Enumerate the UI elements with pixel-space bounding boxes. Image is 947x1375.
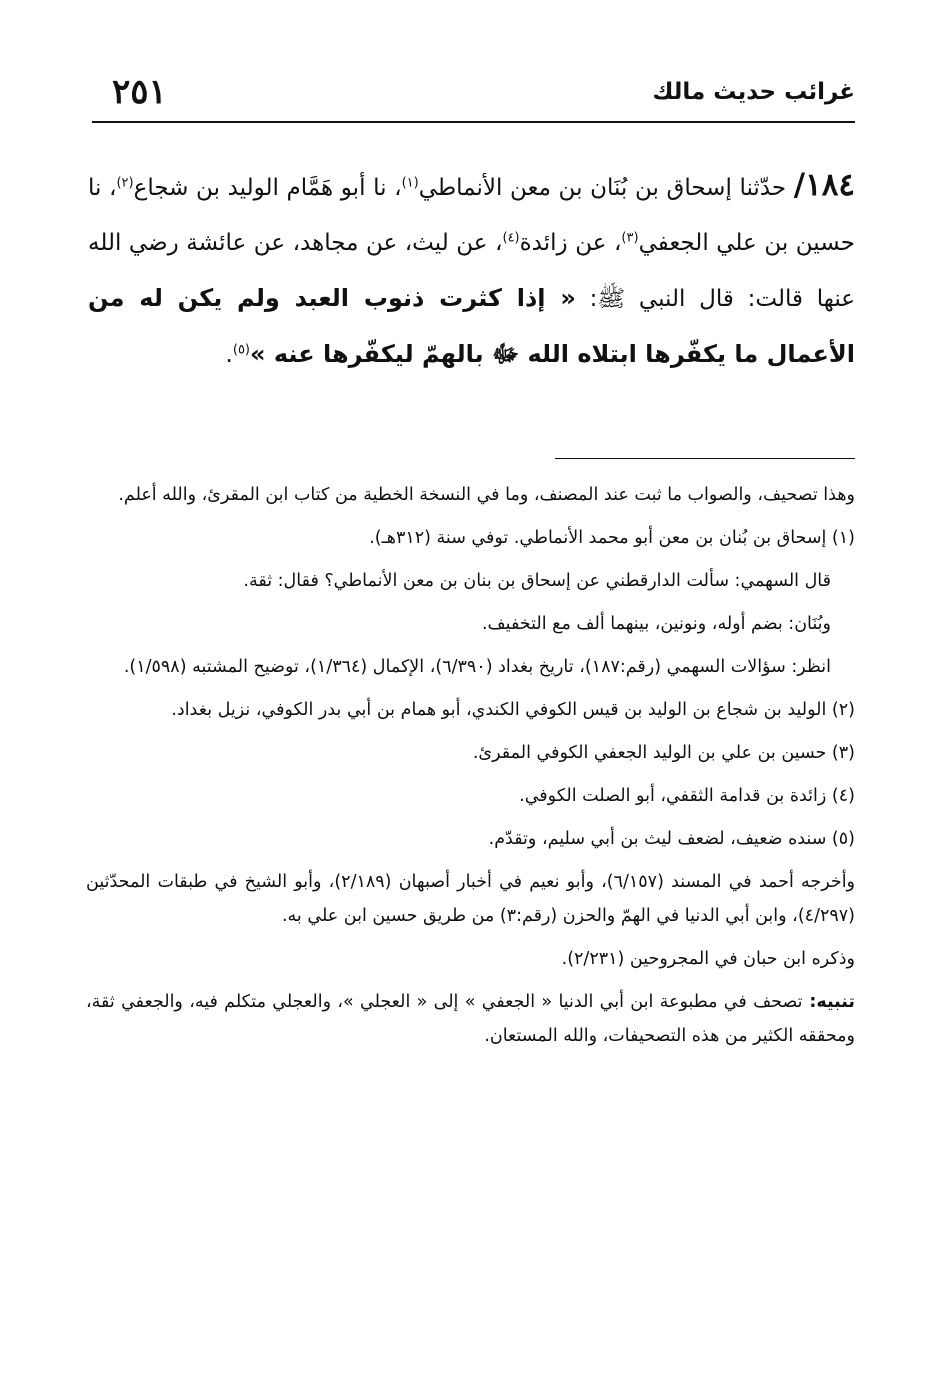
isnad-part-2: ، نا أبو هَمَّام الوليد بن شجاع [133,175,402,201]
page-header [92,70,855,122]
page-number: ٢٥١ [112,72,167,112]
footnote-ref-1: (١) [401,175,419,191]
footnote-continuation: وهذا تصحيف، والصواب ما ثبت عند المصنف، وما في النسخة الخطية من كتاب ابن المقرئ، والله أعلم. [118,485,855,505]
isnad-part-3: ، نا حسين بن علي الجعفي [88,175,855,256]
isnad-part-1: حدّثنا إسحاق بن بُنَان بن معن الأنماطي [418,175,794,201]
footnote-1-intro: (١) إسحاق بن بُنان بن معن أبو محمد الأنماطي. توفي سنة (٣١٢هـ). [369,528,855,548]
hadith-number: ١٨٤/ [793,167,855,203]
footnote-5-ibn-hibban: وذكره ابن حبان في المجروحين (٢/٢٣١). [561,949,855,969]
footnote-ref-3: (٣) [621,230,639,246]
tanbih-label: تنبيه: [802,992,855,1012]
isnad-part-4: ، عن زائدة [519,230,622,256]
footnote-1-sources: انظر: سؤالات السهمي (رقم:١٨٧)، تاريخ بغداد (٦/٣٩٠)، الإكمال (١/٣٦٤)، توضيح المشتبه (١/٥٩٨). [123,657,831,677]
footnote-5-grading: (٥) سنده ضعيف، لضعف ليث بن أبي سليم، وتقدّم. [488,829,855,849]
footnote-2: (٢) الوليد بن شجاع بن الوليد بن قيس الكوفي الكندي، أبو همام بن أبي بدر الكوفي، نزيل بغداد. [171,700,855,720]
footnote-ref-2: (٢) [116,175,134,191]
footnote-ref-4: (٤) [502,230,520,246]
hadith-paragraph [88,158,855,383]
footnote-4: (٤) زائدة بن قدامة الثقفي، أبو الصلت الكوفي. [519,786,855,806]
hadith-matn: « إذا كثرت ذنوب العبد ولم يكن له من الأعمال ما يكفّرها ابتلاه الله ﷻ بالهمّ ليكفّرها عنه » [88,284,855,368]
footnotes [86,478,855,1062]
footnote-1-spelling: وبُنَان: بضم أوله، ونونين، بينهما ألف مع التخفيف. [481,614,831,634]
footnotes-rule [555,458,855,459]
footnote-3: (٣) حسين بن علي بن الوليد الجعفي الكوفي المقرئ. [472,743,855,763]
hadith-text [88,158,855,383]
footnote-1-sahmi: قال السهمي: سألت الدارقطني عن إسحاق بن بنان بن معن الأنماطي؟ فقال: ثقة. [243,571,831,591]
isnad-part-5: ، عن ليث، عن مجاهد، عن عائشة رضي الله عنها قالت: قال النبي ﷺ: [88,230,855,312]
footnote-ref-5: (٥) [232,342,250,358]
running-title: غرائب حديث مالك [652,79,855,105]
footnote-5-tanbih [86,985,855,1053]
tanbih-text: تصحف في مطبوعة ابن أبي الدنيا « الجعفي » إلى « العجلي »، والعجلي متكلم فيه، والجعفي ثقة، ومحققه الكثير من هذه التصحيفات، والله المستعان. [86,992,855,1046]
header-rule [92,121,855,123]
hadith-end: . [225,342,233,368]
footnote-5-takhrij: وأخرجه أحمد في المسند (٦/١٥٧)، وأبو نعيم في أخبار أصبهان (٢/١٨٩)، وأبو الشيخ في طبقات المحدّثين (٤/٢٩٧)، وابن أبي الدنيا في الهمّ والحزن (رقم:٣) من طريق حسين ابن علي به. [86,872,856,926]
